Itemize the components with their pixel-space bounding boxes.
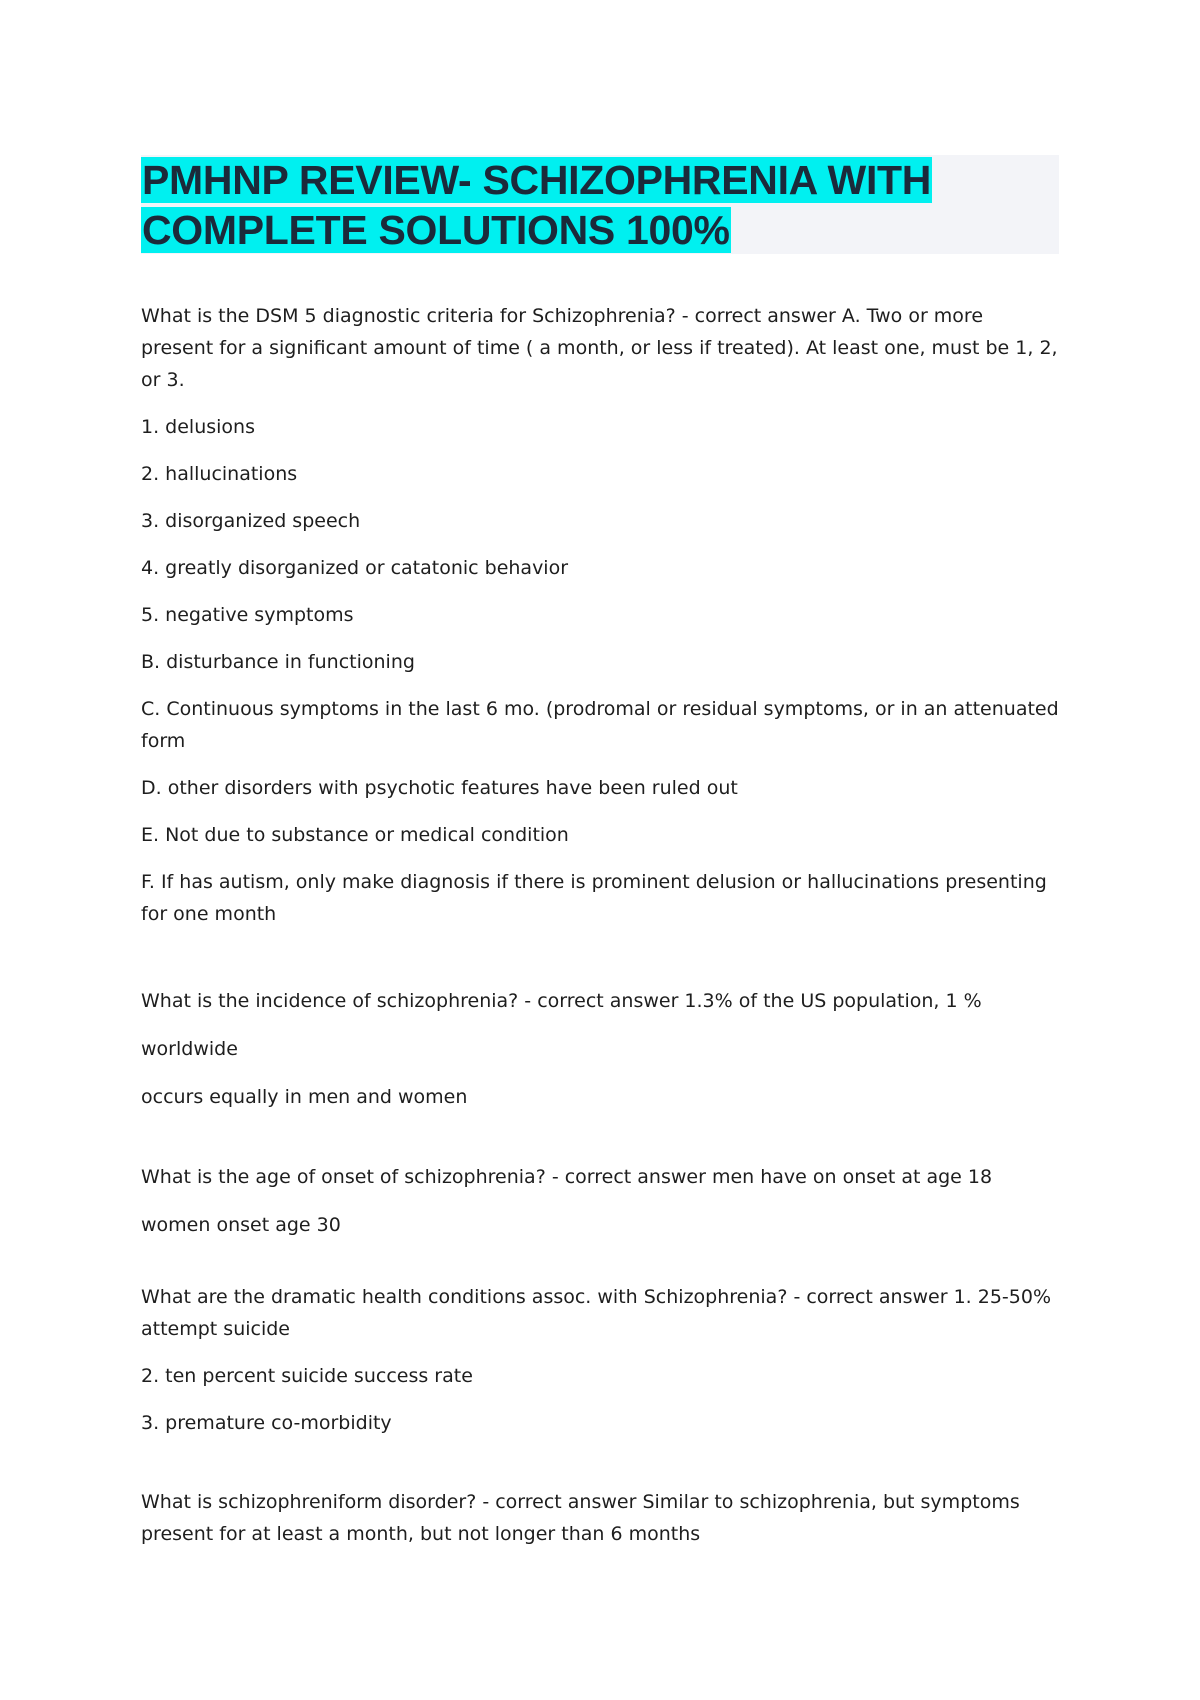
- answer-item: 1. delusions: [141, 416, 255, 438]
- section-spacer: [141, 1454, 1061, 1486]
- question-text: What is the incidence of schizophrenia? - correct answer 1.3% of the US population, 1 % worldwide: [141, 990, 982, 1060]
- section-spacer: [141, 945, 1061, 977]
- answer-item: B. disturbance in functioning: [141, 651, 415, 673]
- answer-item: 3. disorganized speech: [141, 510, 361, 532]
- qa-section: [141, 1486, 1061, 1550]
- answer-item: 4. greatly disorganized or catatonic behavior: [141, 557, 569, 579]
- answer-item: 2. hallucinations: [141, 463, 298, 485]
- qa-section: [141, 300, 1061, 930]
- qa-section: [141, 1153, 1061, 1249]
- question-text: What are the dramatic health conditions assoc. with Schizophrenia? - correct answer 1. 25-50% attempt suicide: [141, 1286, 1051, 1340]
- answer-item: 2. ten percent suicide success rate: [141, 1365, 473, 1387]
- answer-item: C. Continuous symptoms in the last 6 mo. (prodromal or residual symptoms, or in an attenuated form: [141, 698, 1059, 752]
- qa-section: [141, 977, 1061, 1121]
- answer-item: 3. premature co-morbidity: [141, 1412, 392, 1434]
- question-text: What is schizophreniform disorder? - correct answer Similar to schizophrenia, but symptoms present for at least a month, but not longer than 6 months: [141, 1491, 1020, 1545]
- answer-item: F. If has autism, only make diagnosis if there is prominent delusion or hallucinations presenting for one month: [141, 871, 1047, 925]
- answer-item: occurs equally in men and women: [141, 1086, 468, 1108]
- title-line-2: COMPLETE SOLUTIONS 100%: [142, 207, 730, 253]
- question-text: What is the DSM 5 diagnostic criteria for Schizophrenia? - correct answer A. Two or more present for a significant amount of time ( a month, or less if treated). At least one, must be 1, 2, or 3.: [141, 305, 1058, 391]
- qa-section: [141, 1281, 1061, 1439]
- title-line-1: PMHNP REVIEW- SCHIZOPHRENIA WITH: [142, 157, 932, 203]
- document-body: [141, 300, 1061, 1565]
- answer-item: D. other disorders with psychotic features have been ruled out: [141, 777, 738, 799]
- page-title: [141, 155, 932, 255]
- question-text: What is the age of onset of schizophrenia? - correct answer men have on onset at age 18: [141, 1166, 993, 1188]
- answer-item: 5. negative symptoms: [141, 604, 354, 626]
- answer-item: women onset age 30: [141, 1214, 341, 1236]
- section-spacer: [141, 1121, 1061, 1153]
- answer-item: E. Not due to substance or medical condition: [141, 824, 569, 846]
- section-spacer: [141, 1249, 1061, 1281]
